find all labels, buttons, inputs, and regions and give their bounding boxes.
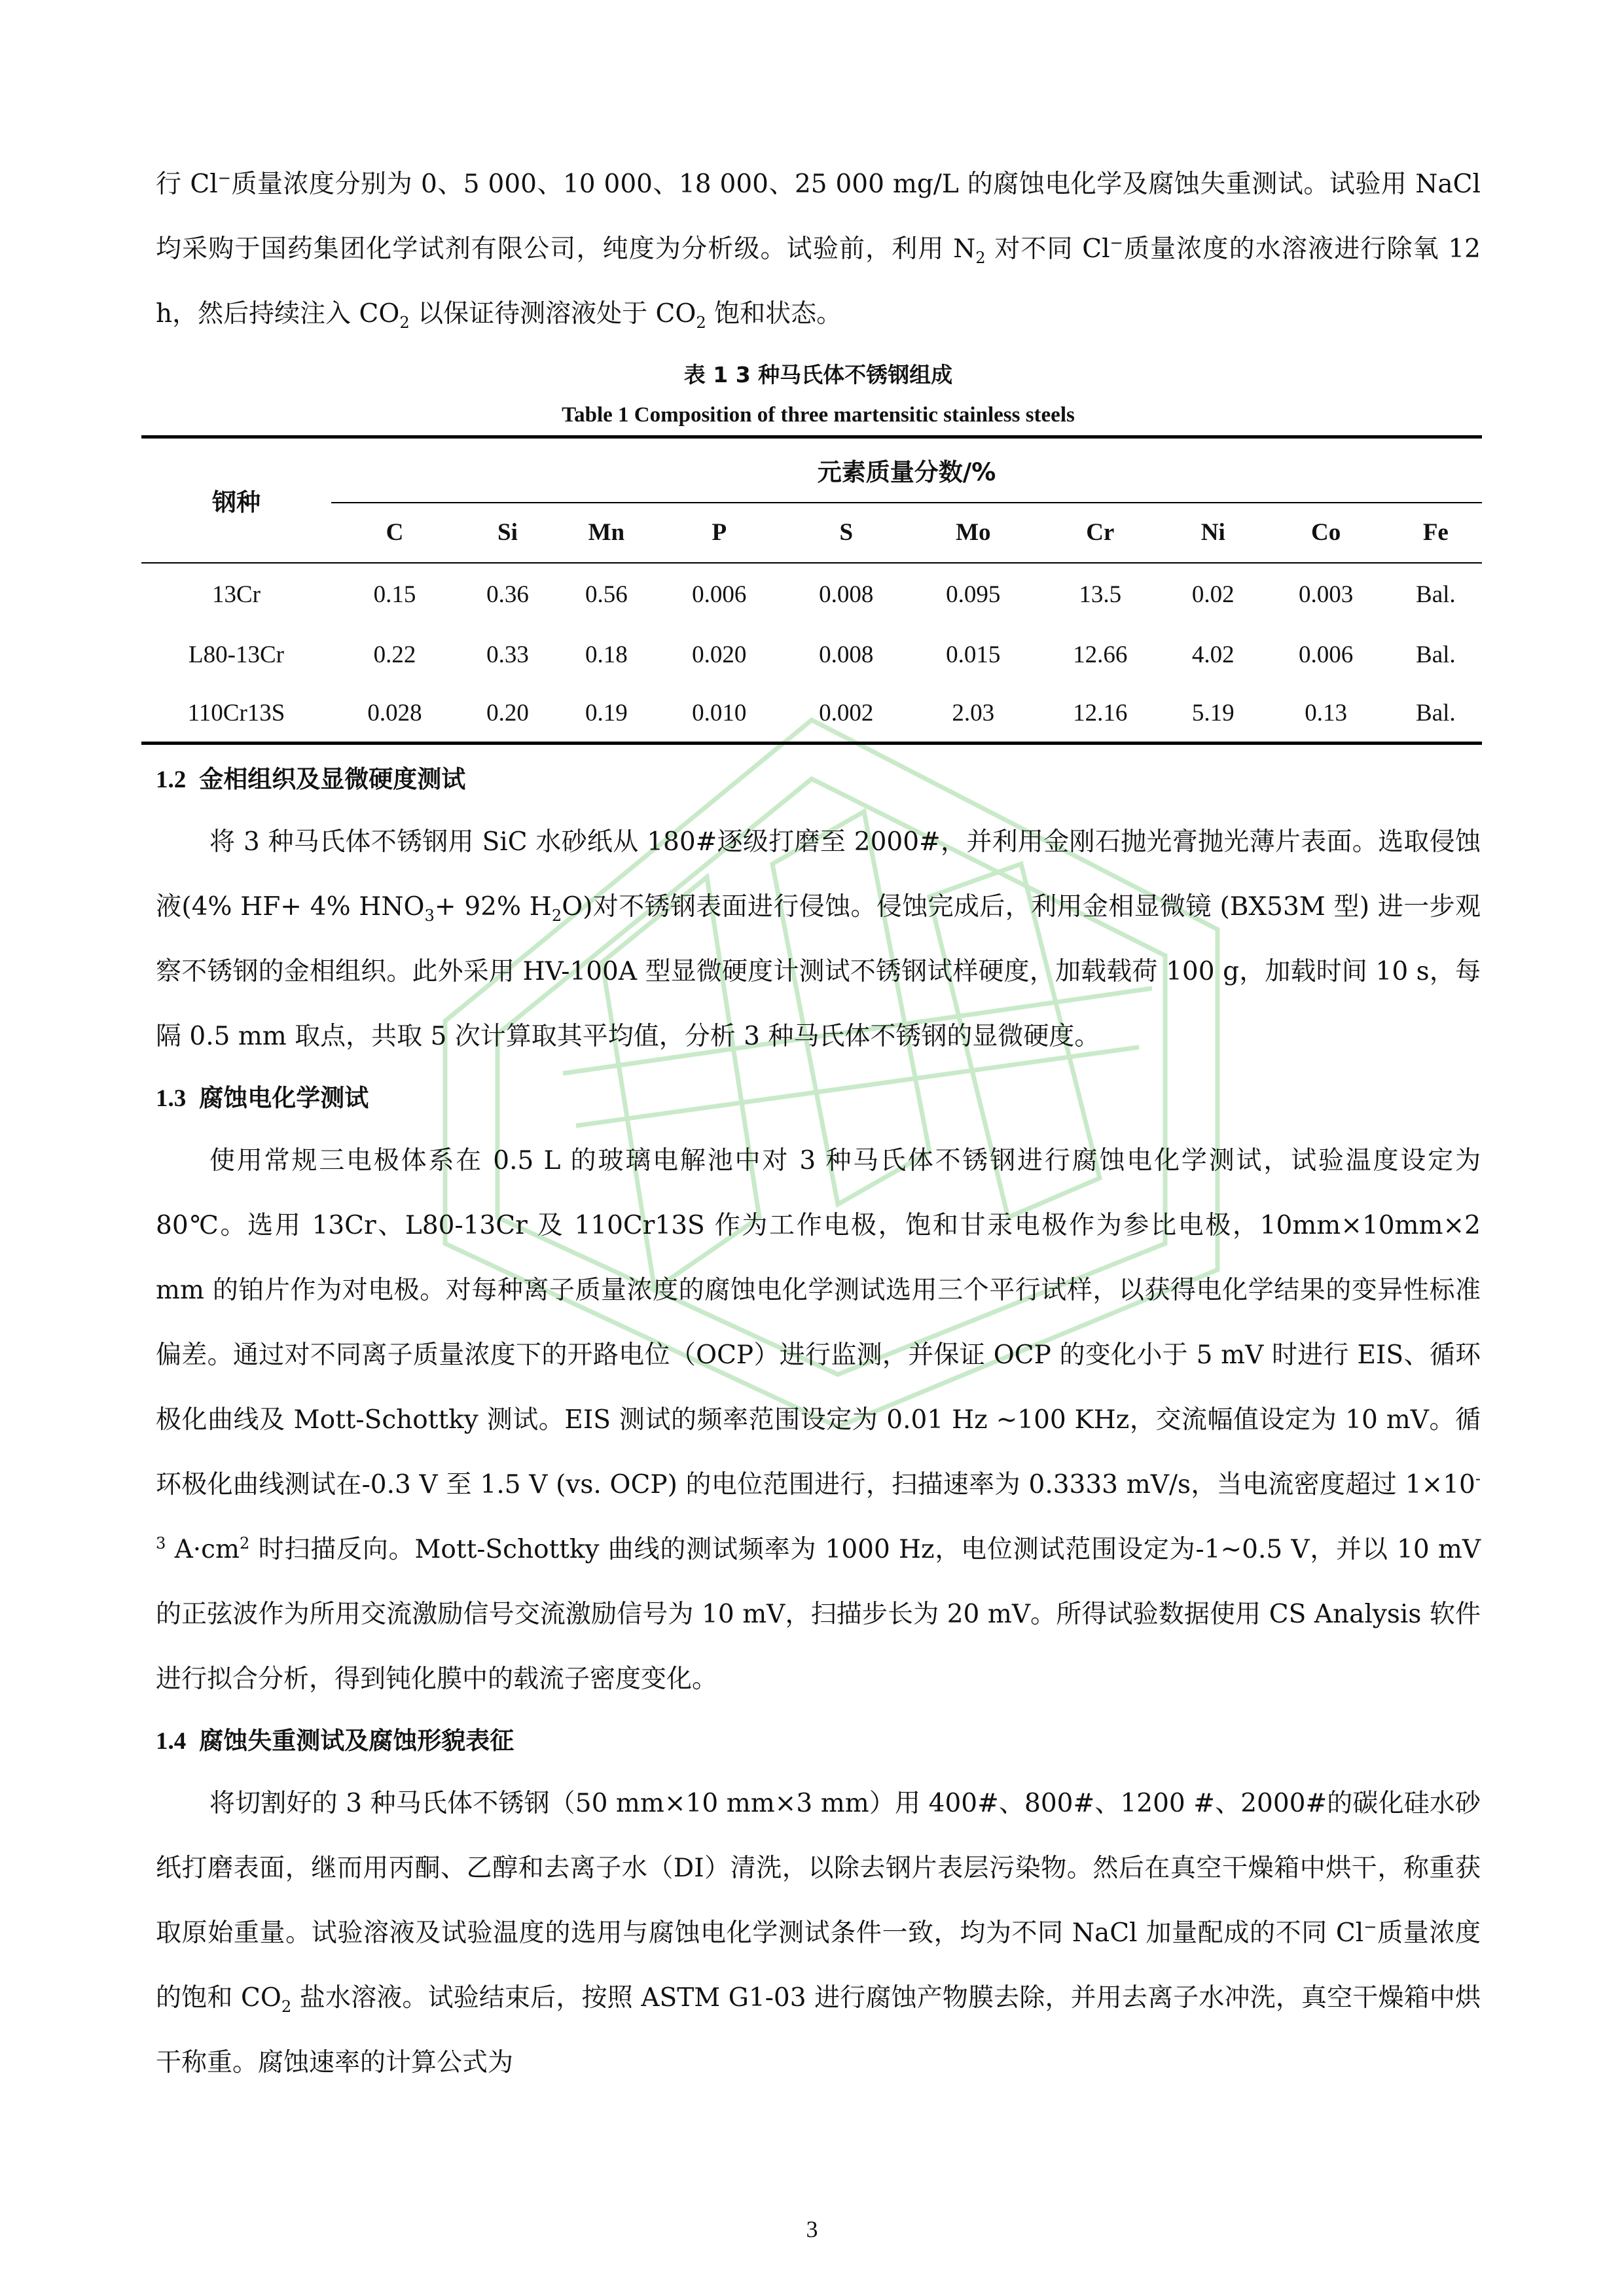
value-cell: 0.010 [692, 699, 747, 726]
section-paragraph: 使用常规三电极体系在 0.5 L 的玻璃电解池中对 3 种马氏体不锈钢进行腐蚀电化学测试，试验温度设定为 80℃。选用 13Cr、L80-13Cr 及 110Cr13S 作为工作电极，饱和甘汞电极作为参比电极，10mm×10mm×2 mm 的铂片作为对电极。对每种离子质量浓度的腐蚀电化学测试选用三个平行试样，以获得电化学结果的变异性标准偏差。通过对不同离子质量浓度下的开路电位（OCP）进行监测，并保证 OCP 的变化小于 5 mV 时进行 EIS、循环极化曲线及 Mott-Schottky 测试。EIS 测试的频率范围设定为 0.01 Hz ~100 KHz，交流幅值设定为 10 mV。循环极化曲线测试在-0.3 V 至 1.5 V (vs. OCP) 的电位范围进行，扫描速率为 0.3333 mV/s，当电流密度超过 $1\times 10^{-3}$ $A\cdot cm^2$ 时扫描反向。Mott-Schottky 曲线的测试频率为 1000 Hz，电位测试范围设定为-1~0.5 V，并以 10 mV 的正弦波作为所用交流激励信号交流激励信号为 10 mV，扫描步长为 20 mV。所得试验数据使用 CS Analysis 软件进行拟合分析，得到钝化膜中的载流子密度变化。 [156, 1146, 1481, 1694]
value-cell: 4.02 [1191, 641, 1235, 668]
column-header: Cr [1086, 519, 1115, 546]
value-cell: 0.003 [1299, 581, 1354, 608]
column-header: Si [497, 519, 518, 546]
value-cell: 12.16 [1073, 699, 1128, 726]
table-row [141, 626, 1482, 685]
value-cell: 0.002 [819, 699, 874, 726]
column-header: Co [1311, 519, 1341, 546]
column-header: C [386, 519, 404, 546]
value-cell: 0.008 [819, 641, 874, 668]
value-cell: 0.22 [373, 641, 416, 668]
value-cell: 0.33 [486, 641, 529, 668]
value-cell: 0.56 [585, 581, 628, 608]
value-cell: 0.028 [367, 699, 422, 726]
composition-table [141, 435, 1482, 745]
section-title: 金相组织及显微硬度测试 [199, 765, 466, 793]
value-cell: 0.19 [585, 699, 628, 726]
value-cell: Bal. [1416, 699, 1456, 726]
column-header: Ni [1200, 519, 1225, 546]
table-row [141, 685, 1482, 744]
section-1-3 [156, 1069, 1481, 1712]
section-title: 腐蚀电化学测试 [199, 1084, 369, 1112]
value-cell: 0.008 [819, 581, 874, 608]
intro-paragraph: 行 Cl−质量浓度分别为 0、5 000、10 000、18 000、25 000 mg/L 的腐蚀电化学及腐蚀失重测试。试验用 NaCl 均采购于国药集团化学试剂有限公司，纯度为分析级。试验前，利用 $N_2$ 对不同 Cl−质量浓度的水溶液进行除氧 12 h，然后持续注入 $CO_2$ 以保证待测溶液处于 $CO_2$ 饱和状态。 [156, 169, 1481, 332]
value-cell: 0.02 [1191, 581, 1235, 608]
steel-name-cell: 110Cr13S [187, 699, 285, 726]
section-paragraph: 将切割好的 3 种马氏体不锈钢（50 mm×10 mm×3 mm）用 400#、800#、1200 #、2000#的碳化硅水砂纸打磨表面，继而用丙酮、乙醇和去离子水（DI）清洗，以除去钢片表层污染物。然后在真空干燥箱中烘干，称重获取原始重量。试验溶液及试验温度的选用与腐蚀电化学测试条件一致，均为不同 NaCl 加量配成的不同 Cl−质量浓度的饱和 $CO_2$ 盐水溶液。试验结束后，按照 ASTM G1-03 进行腐蚀产物膜去除，并用去离子水冲洗，真空干燥箱中烘干称重。腐蚀速率的计算公式为 [156, 1789, 1481, 2077]
table-group-header: 元素质量分数/% [331, 437, 1482, 503]
value-cell: 0.095 [946, 581, 1001, 608]
value-cell: 0.006 [692, 581, 747, 608]
table-row-header: 钢种 [141, 437, 331, 563]
section-1-2 [156, 750, 1481, 1069]
value-cell: 0.20 [486, 699, 529, 726]
table-caption-en: Table 1 Composition of three martensitic stainless steels [562, 403, 1075, 427]
column-header: S [839, 519, 854, 546]
column-header: Fe [1422, 519, 1449, 546]
table-row [141, 563, 1482, 626]
value-cell: Bal. [1416, 581, 1456, 608]
value-cell: 0.020 [692, 641, 747, 668]
value-cell: 5.19 [1191, 699, 1235, 726]
section-number: 1.2 [156, 766, 187, 793]
value-cell: 0.18 [585, 641, 628, 668]
page-content [156, 0, 1481, 2296]
steel-name-cell: 13Cr [212, 581, 261, 608]
value-cell: 0.006 [1299, 641, 1354, 668]
value-cell: 0.13 [1305, 699, 1348, 726]
section-title: 腐蚀失重测试及腐蚀形貌表征 [199, 1727, 514, 1755]
value-cell: Bal. [1416, 641, 1456, 668]
page-number: 3 [806, 2216, 818, 2242]
steel-name-cell: L80-13Cr [189, 641, 284, 668]
value-cell: 12.66 [1073, 641, 1128, 668]
value-cell: 0.15 [373, 581, 416, 608]
section-paragraph: 将 3 种马氏体不锈钢用 SiC 水砂纸从 180#逐级打磨至 2000#，并利用金刚石抛光膏抛光薄片表面。选取侵蚀液(4% HF+ 4% $HNO_3+ 92\%$ $H_2O$)对不锈钢表面进行侵蚀。侵蚀完成后，利用金相显微镜 (BX53M 型) 进一步观察不锈钢的金相组织。此外采用 HV-100A 型显微硬度计测试不锈钢试样硬度，加载载荷 100 g，加载时间 10 s，每隔 0.5 mm 取点，共取 5 次计算取其平均值，分析 3 种马氏体不锈钢的显微硬度。 [156, 827, 1481, 1051]
section-1-4 [156, 1712, 1481, 2095]
section-number: 1.3 [156, 1085, 187, 1112]
section-number: 1.4 [156, 1728, 187, 1755]
column-header: P [712, 519, 727, 546]
value-cell: 0.36 [486, 581, 529, 608]
value-cell: 13.5 [1079, 581, 1122, 608]
column-header: Mo [956, 519, 991, 546]
column-header: Mn [588, 519, 625, 546]
value-cell: 0.015 [946, 641, 1001, 668]
value-cell: 2.03 [952, 699, 995, 726]
table-caption-cn: 表 1 3 种马氏体不锈钢组成 [683, 362, 953, 387]
